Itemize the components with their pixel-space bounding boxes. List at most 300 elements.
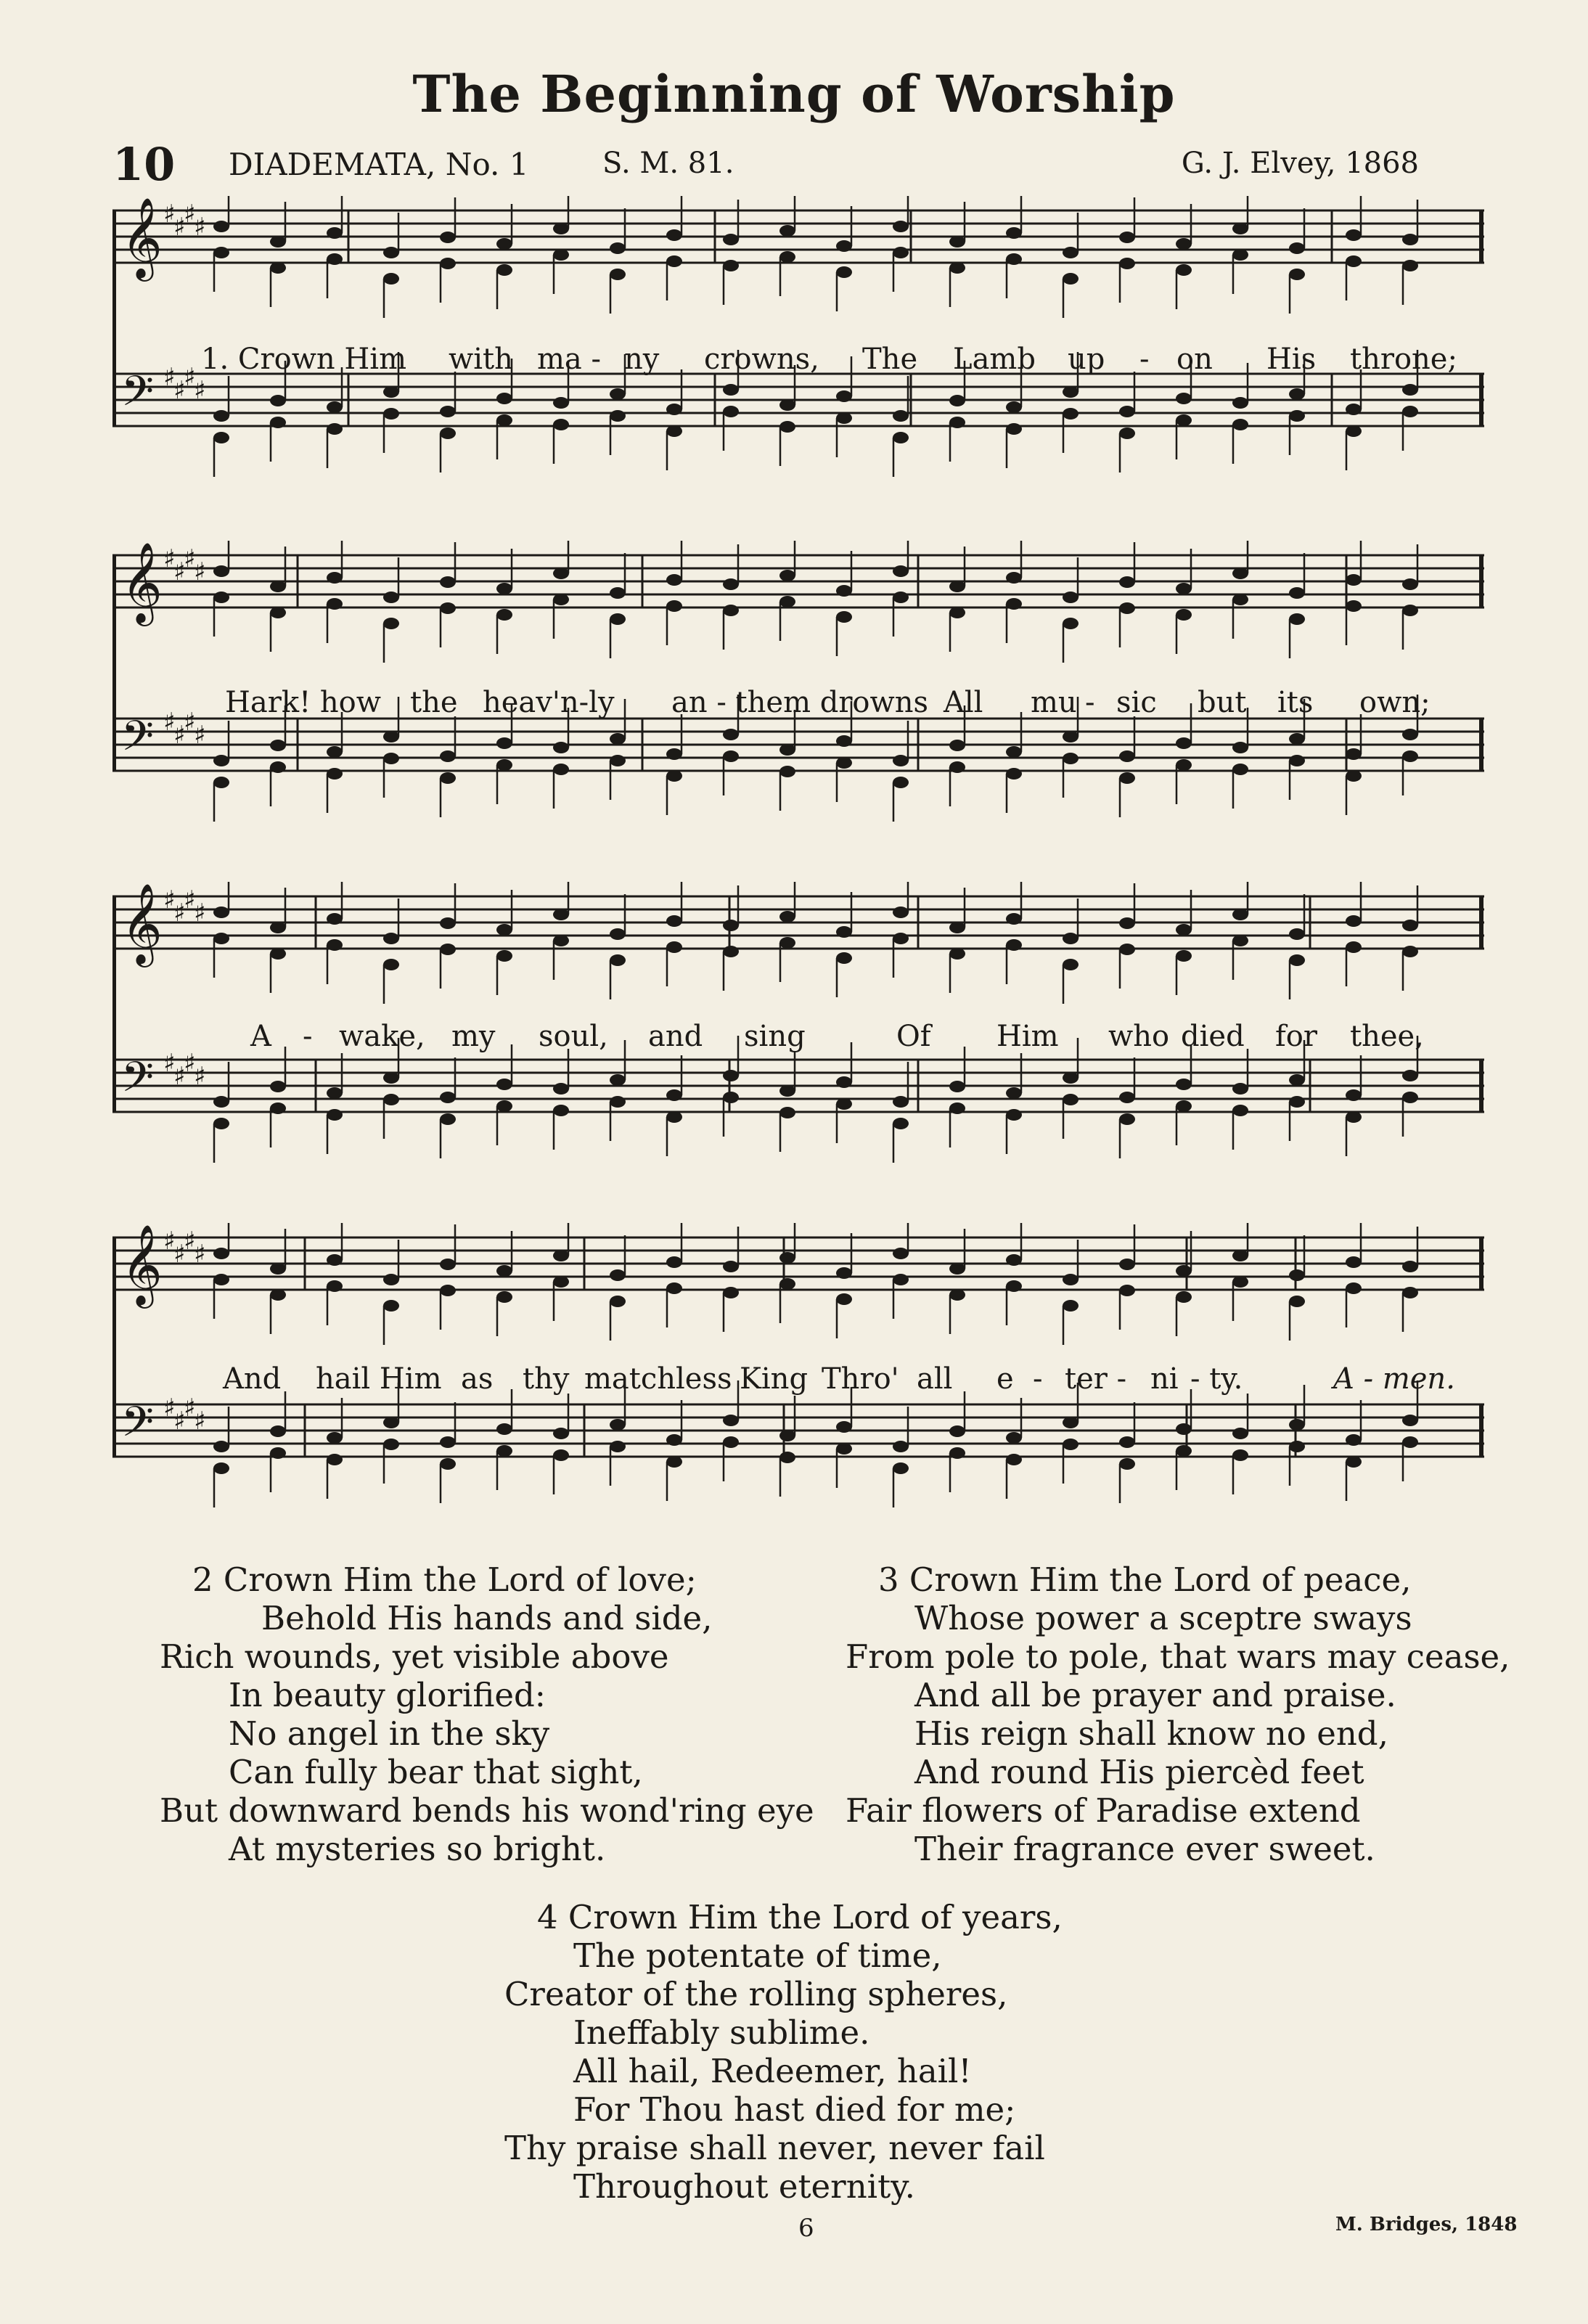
note-head xyxy=(440,1259,456,1270)
note-head xyxy=(779,251,795,263)
note-head xyxy=(1006,1109,1022,1121)
note-head xyxy=(1006,939,1022,951)
sharp-icon: ♯ xyxy=(163,1394,176,1423)
note-head xyxy=(1402,1436,1418,1448)
note-head xyxy=(610,1441,626,1452)
note-head xyxy=(553,909,569,920)
note-head xyxy=(836,1443,852,1454)
note-head xyxy=(1176,1291,1192,1303)
note-head xyxy=(1063,247,1079,258)
note-head xyxy=(1119,427,1135,439)
note-head xyxy=(949,740,965,751)
note-head xyxy=(553,742,569,753)
note-head xyxy=(779,911,795,922)
note-head xyxy=(383,1274,399,1285)
lyric-syllable: but xyxy=(1198,686,1247,719)
note-head xyxy=(610,1269,626,1281)
author-credit: M. Bridges, 1848 xyxy=(1335,2214,1518,2235)
sharp-icon: ♯ xyxy=(184,544,196,573)
lyric-syllable: ni xyxy=(1150,1362,1179,1396)
note-head xyxy=(893,755,909,766)
verse-line: 2 Crown Him the Lord of love; xyxy=(192,1560,697,1599)
note-head xyxy=(440,576,456,588)
note-head xyxy=(1402,406,1418,417)
bass-clef-icon: 𝄢 xyxy=(121,367,155,426)
sharp-icon: ♯ xyxy=(194,1062,206,1091)
note-head xyxy=(779,421,795,433)
verse-line: Rich wounds, yet visible above xyxy=(160,1637,669,1676)
note-head xyxy=(1176,950,1192,962)
note-head xyxy=(496,1445,512,1457)
note-head xyxy=(553,568,569,579)
note-head xyxy=(213,410,229,422)
note-head xyxy=(1119,772,1135,784)
note-head xyxy=(893,221,909,232)
note-head xyxy=(440,1092,456,1103)
note-head xyxy=(836,1098,852,1110)
note-head xyxy=(213,1096,229,1108)
note-head xyxy=(1063,959,1079,970)
note-head xyxy=(1006,253,1022,265)
sharp-icon: ♯ xyxy=(163,200,176,229)
verse-line: All hail, Redeemer, hail! xyxy=(573,2052,972,2090)
note-head xyxy=(213,1462,229,1474)
treble-clef-icon: 𝄞 xyxy=(121,1224,163,1305)
note-head xyxy=(1119,232,1135,243)
note-head xyxy=(553,1105,569,1116)
note-head xyxy=(893,247,909,258)
lyric-syllable: And xyxy=(223,1362,282,1396)
note-head xyxy=(440,772,456,784)
note-head xyxy=(893,432,909,443)
note-head xyxy=(270,1425,286,1437)
note-head xyxy=(213,221,229,232)
note-head xyxy=(1346,770,1362,782)
note-head xyxy=(1346,748,1362,760)
treble-clef-icon: 𝄞 xyxy=(121,541,163,623)
note-head xyxy=(723,234,739,245)
note-head xyxy=(779,1085,795,1097)
note-head xyxy=(327,227,343,239)
note-head xyxy=(779,766,795,777)
note-head xyxy=(1346,404,1362,415)
note-head xyxy=(1119,944,1135,955)
music-system xyxy=(112,541,1491,853)
note-head xyxy=(1289,1074,1305,1086)
lyric-syllable: ter - xyxy=(1065,1362,1127,1396)
bass-clef-icon: 𝄢 xyxy=(121,711,155,771)
note-head xyxy=(496,759,512,771)
note-head xyxy=(1176,1423,1192,1435)
note-head xyxy=(327,1087,343,1099)
note-head xyxy=(949,948,965,960)
note-head xyxy=(1346,425,1362,437)
note-head xyxy=(1176,924,1192,936)
lyric-syllable: Of xyxy=(896,1020,931,1053)
note-head xyxy=(836,1267,852,1279)
note-head xyxy=(949,607,965,618)
sharp-icon: ♯ xyxy=(194,1240,206,1269)
sharp-icon: ♯ xyxy=(184,1227,196,1256)
note-head xyxy=(270,1289,286,1301)
note-head xyxy=(723,406,739,417)
note-head xyxy=(836,611,852,623)
note-head xyxy=(1063,1274,1079,1285)
note-head xyxy=(1232,1105,1248,1116)
note-head xyxy=(949,922,965,933)
note-head xyxy=(1346,941,1362,953)
note-head xyxy=(1346,600,1362,612)
note-head xyxy=(1063,1300,1079,1312)
lyric-syllable: all xyxy=(917,1362,953,1396)
lyric-syllable: ma - xyxy=(537,343,602,376)
lyric-syllable: with xyxy=(449,343,513,376)
note-head xyxy=(213,755,229,766)
note-head xyxy=(893,1248,909,1259)
note-head xyxy=(779,399,795,411)
note-head xyxy=(893,1274,909,1285)
verse-line: Can fully bear that sight, xyxy=(229,1753,643,1791)
note-head xyxy=(496,609,512,621)
note-head xyxy=(949,236,965,247)
note-head xyxy=(270,922,286,933)
lyric-syllable: sic xyxy=(1116,686,1157,719)
note-head xyxy=(327,768,343,780)
note-head xyxy=(270,1081,286,1092)
note-head xyxy=(213,1441,229,1452)
verse-line: The potentate of time, xyxy=(573,1936,942,1975)
note-head xyxy=(949,1263,965,1274)
note-head xyxy=(610,755,626,766)
note-head xyxy=(1402,1070,1418,1081)
note-head xyxy=(440,1458,456,1470)
note-head xyxy=(270,607,286,618)
note-head xyxy=(723,578,739,590)
note-head xyxy=(949,761,965,773)
note-head xyxy=(496,414,512,426)
note-head xyxy=(666,425,682,437)
note-head xyxy=(666,770,682,782)
lyric-syllable: Him xyxy=(996,1020,1059,1053)
note-head xyxy=(553,249,569,261)
note-head xyxy=(1006,1087,1022,1099)
sharp-icon: ♯ xyxy=(173,1240,186,1269)
note-head xyxy=(440,602,456,614)
note-head xyxy=(440,406,456,417)
verse-line: And round His piercèd feet xyxy=(914,1753,1364,1791)
lyric-syllable: - ty. xyxy=(1190,1362,1243,1396)
sharp-icon: ♯ xyxy=(184,885,196,915)
sharp-icon: ♯ xyxy=(173,721,186,750)
note-head xyxy=(213,565,229,577)
note-head xyxy=(496,950,512,962)
lyric-syllable: its xyxy=(1277,686,1314,719)
note-head xyxy=(1176,414,1192,426)
note-head xyxy=(893,592,909,603)
note-head xyxy=(723,1436,739,1448)
verse-4 xyxy=(504,1898,1063,2206)
note-head xyxy=(270,417,286,428)
note-head xyxy=(213,933,229,944)
note-head xyxy=(270,395,286,406)
note-head xyxy=(1063,1072,1079,1084)
note-head xyxy=(1402,234,1418,245)
note-head xyxy=(836,952,852,964)
note-head xyxy=(1063,933,1079,944)
lyric-syllable: A xyxy=(250,1020,271,1053)
lyric-syllable: ny xyxy=(624,343,660,376)
sharp-icon: ♯ xyxy=(194,899,206,928)
note-head xyxy=(610,613,626,625)
note-head xyxy=(553,419,569,430)
hymn-number: 10 xyxy=(112,138,176,191)
note-head xyxy=(1402,1092,1418,1103)
note-head xyxy=(1176,1079,1192,1090)
note-head xyxy=(553,764,569,775)
note-head xyxy=(1063,592,1079,603)
verse-line: And all be prayer and praise. xyxy=(914,1676,1396,1714)
note-head xyxy=(1176,238,1192,250)
note-head xyxy=(666,1434,682,1446)
note-head xyxy=(327,1432,343,1444)
note-head xyxy=(1119,1092,1135,1103)
note-head xyxy=(610,954,626,966)
note-head xyxy=(893,1462,909,1474)
note-head xyxy=(327,746,343,758)
note-head xyxy=(1006,423,1022,435)
note-head xyxy=(1289,954,1305,966)
note-head xyxy=(1006,1432,1022,1444)
note-head xyxy=(383,959,399,970)
note-head xyxy=(836,412,852,424)
sharp-icon: ♯ xyxy=(163,708,176,737)
note-head xyxy=(949,1102,965,1114)
note-head xyxy=(949,581,965,592)
lyric-syllable: The xyxy=(862,343,918,376)
sharp-icon: ♯ xyxy=(163,363,176,392)
lyric-syllable: soul, xyxy=(539,1020,608,1053)
note-head xyxy=(1119,1113,1135,1125)
note-head xyxy=(270,1263,286,1274)
note-head xyxy=(1289,1441,1305,1452)
note-head xyxy=(213,247,229,258)
note-head xyxy=(723,729,739,740)
page-number: 6 xyxy=(798,2214,814,2243)
note-head xyxy=(610,1074,626,1086)
note-head xyxy=(723,750,739,762)
note-head xyxy=(836,757,852,769)
note-head xyxy=(1289,733,1305,745)
note-head xyxy=(1176,1265,1192,1277)
lyric-syllable: as xyxy=(461,1362,494,1396)
note-head xyxy=(779,225,795,237)
note-head xyxy=(779,1278,795,1290)
note-head xyxy=(893,1118,909,1129)
note-head xyxy=(1006,768,1022,780)
lyric-syllable: All xyxy=(944,686,983,719)
note-head xyxy=(496,924,512,936)
note-head xyxy=(893,1096,909,1108)
note-head xyxy=(1176,1445,1192,1457)
note-head xyxy=(1346,915,1362,927)
note-head xyxy=(440,944,456,955)
note-head xyxy=(1119,750,1135,762)
sharp-icon: ♯ xyxy=(163,1227,176,1256)
note-head xyxy=(553,397,569,409)
note-head xyxy=(949,1289,965,1301)
note-head xyxy=(949,417,965,428)
treble-clef-icon: 𝄞 xyxy=(121,197,163,278)
note-head xyxy=(440,1285,456,1296)
note-head xyxy=(723,1261,739,1272)
note-head xyxy=(1063,753,1079,764)
note-head xyxy=(496,1079,512,1090)
note-head xyxy=(383,1417,399,1428)
note-head xyxy=(327,1109,343,1121)
note-head xyxy=(1232,397,1248,409)
note-head xyxy=(723,1287,739,1298)
note-head xyxy=(1006,401,1022,413)
note-head xyxy=(1346,229,1362,241)
note-head xyxy=(496,1265,512,1277)
note-head xyxy=(666,1456,682,1468)
lyric-syllable: thy xyxy=(523,1362,570,1396)
lyric-syllable: died xyxy=(1181,1020,1245,1053)
note-head xyxy=(1402,946,1418,957)
note-head xyxy=(1346,1282,1362,1294)
note-head xyxy=(836,1076,852,1088)
note-head xyxy=(383,753,399,764)
lyric-syllable: hail Him xyxy=(316,1362,442,1396)
note-head xyxy=(836,240,852,252)
verse-line: 3 Crown Him the Lord of peace, xyxy=(878,1560,1412,1599)
note-head xyxy=(1063,731,1079,742)
meter: S. M. 81. xyxy=(602,147,734,180)
lyric-syllable: own; xyxy=(1359,686,1431,719)
note-head xyxy=(383,1300,399,1312)
note-head xyxy=(383,247,399,258)
note-head xyxy=(1289,1419,1305,1431)
note-head xyxy=(1346,255,1362,267)
note-head xyxy=(1119,1436,1135,1448)
note-head xyxy=(1289,928,1305,940)
note-head xyxy=(1232,419,1248,430)
note-head xyxy=(1289,755,1305,766)
note-head xyxy=(383,1072,399,1084)
lyric-syllable: the xyxy=(410,686,458,719)
note-head xyxy=(666,1089,682,1101)
note-head xyxy=(1232,568,1248,579)
note-head xyxy=(1346,1456,1362,1468)
verse-line: Behold His hands and side, xyxy=(261,1599,713,1637)
lyric-syllable: throne; xyxy=(1350,343,1457,376)
note-head xyxy=(779,744,795,756)
note-head xyxy=(496,393,512,404)
sharp-icon: ♯ xyxy=(173,213,186,242)
note-head xyxy=(1402,260,1418,271)
note-head xyxy=(327,1254,343,1266)
note-head xyxy=(723,1070,739,1081)
note-head xyxy=(949,395,965,406)
note-head xyxy=(1289,613,1305,625)
note-head xyxy=(213,777,229,788)
note-head xyxy=(1232,742,1248,753)
note-head xyxy=(270,761,286,773)
note-head xyxy=(666,1256,682,1268)
note-head xyxy=(553,594,569,605)
note-head xyxy=(1402,578,1418,590)
note-head xyxy=(1063,618,1079,629)
note-head xyxy=(1119,917,1135,929)
note-head xyxy=(723,946,739,957)
lyric-syllable: - xyxy=(1085,686,1095,719)
verse-line: At mysteries so bright. xyxy=(229,1830,606,1868)
note-head xyxy=(383,1439,399,1450)
sharp-icon: ♯ xyxy=(194,721,206,750)
note-head xyxy=(1119,1285,1135,1296)
note-head xyxy=(723,384,739,396)
note-head xyxy=(610,1296,626,1307)
note-head xyxy=(1006,1280,1022,1292)
lyric-syllable: sing xyxy=(744,1020,806,1053)
note-head xyxy=(327,939,343,951)
note-head xyxy=(1063,1417,1079,1428)
sharp-icon: ♯ xyxy=(163,885,176,915)
note-head xyxy=(213,432,229,443)
note-head xyxy=(1289,1296,1305,1307)
note-head xyxy=(440,258,456,269)
verse-line: His reign shall know no end, xyxy=(914,1714,1388,1753)
note-head xyxy=(666,600,682,612)
note-head xyxy=(496,583,512,594)
note-head xyxy=(723,1415,739,1426)
music-system xyxy=(112,882,1491,1187)
note-head xyxy=(383,386,399,398)
lyric-syllable: - xyxy=(1033,1362,1043,1396)
note-head xyxy=(1402,920,1418,931)
sharp-icon: ♯ xyxy=(184,708,196,737)
note-head xyxy=(1232,1428,1248,1439)
note-head xyxy=(1176,737,1192,749)
note-head xyxy=(327,1454,343,1465)
note-head xyxy=(213,1274,229,1285)
treble-clef-icon: 𝄞 xyxy=(121,883,163,964)
note-head xyxy=(610,388,626,400)
note-head xyxy=(949,262,965,274)
note-head xyxy=(440,1436,456,1448)
note-head xyxy=(327,1280,343,1292)
note-head xyxy=(1176,264,1192,276)
lyric-syllable: for xyxy=(1275,1020,1318,1053)
note-head xyxy=(270,581,286,592)
note-head xyxy=(213,907,229,918)
sharp-icon: ♯ xyxy=(184,200,196,229)
note-head xyxy=(1176,1100,1192,1112)
note-head xyxy=(553,1276,569,1288)
note-head xyxy=(1346,1089,1362,1101)
note-head xyxy=(836,585,852,597)
note-head xyxy=(440,917,456,929)
note-head xyxy=(610,587,626,599)
sharp-icon: ♯ xyxy=(163,1049,176,1078)
note-head xyxy=(327,401,343,413)
section-title: The Beginning of Worship xyxy=(412,64,1176,124)
sharp-icon: ♯ xyxy=(173,376,186,405)
note-head xyxy=(553,1428,569,1439)
note-head xyxy=(1289,388,1305,400)
note-head xyxy=(496,1423,512,1435)
note-head xyxy=(1006,1254,1022,1266)
